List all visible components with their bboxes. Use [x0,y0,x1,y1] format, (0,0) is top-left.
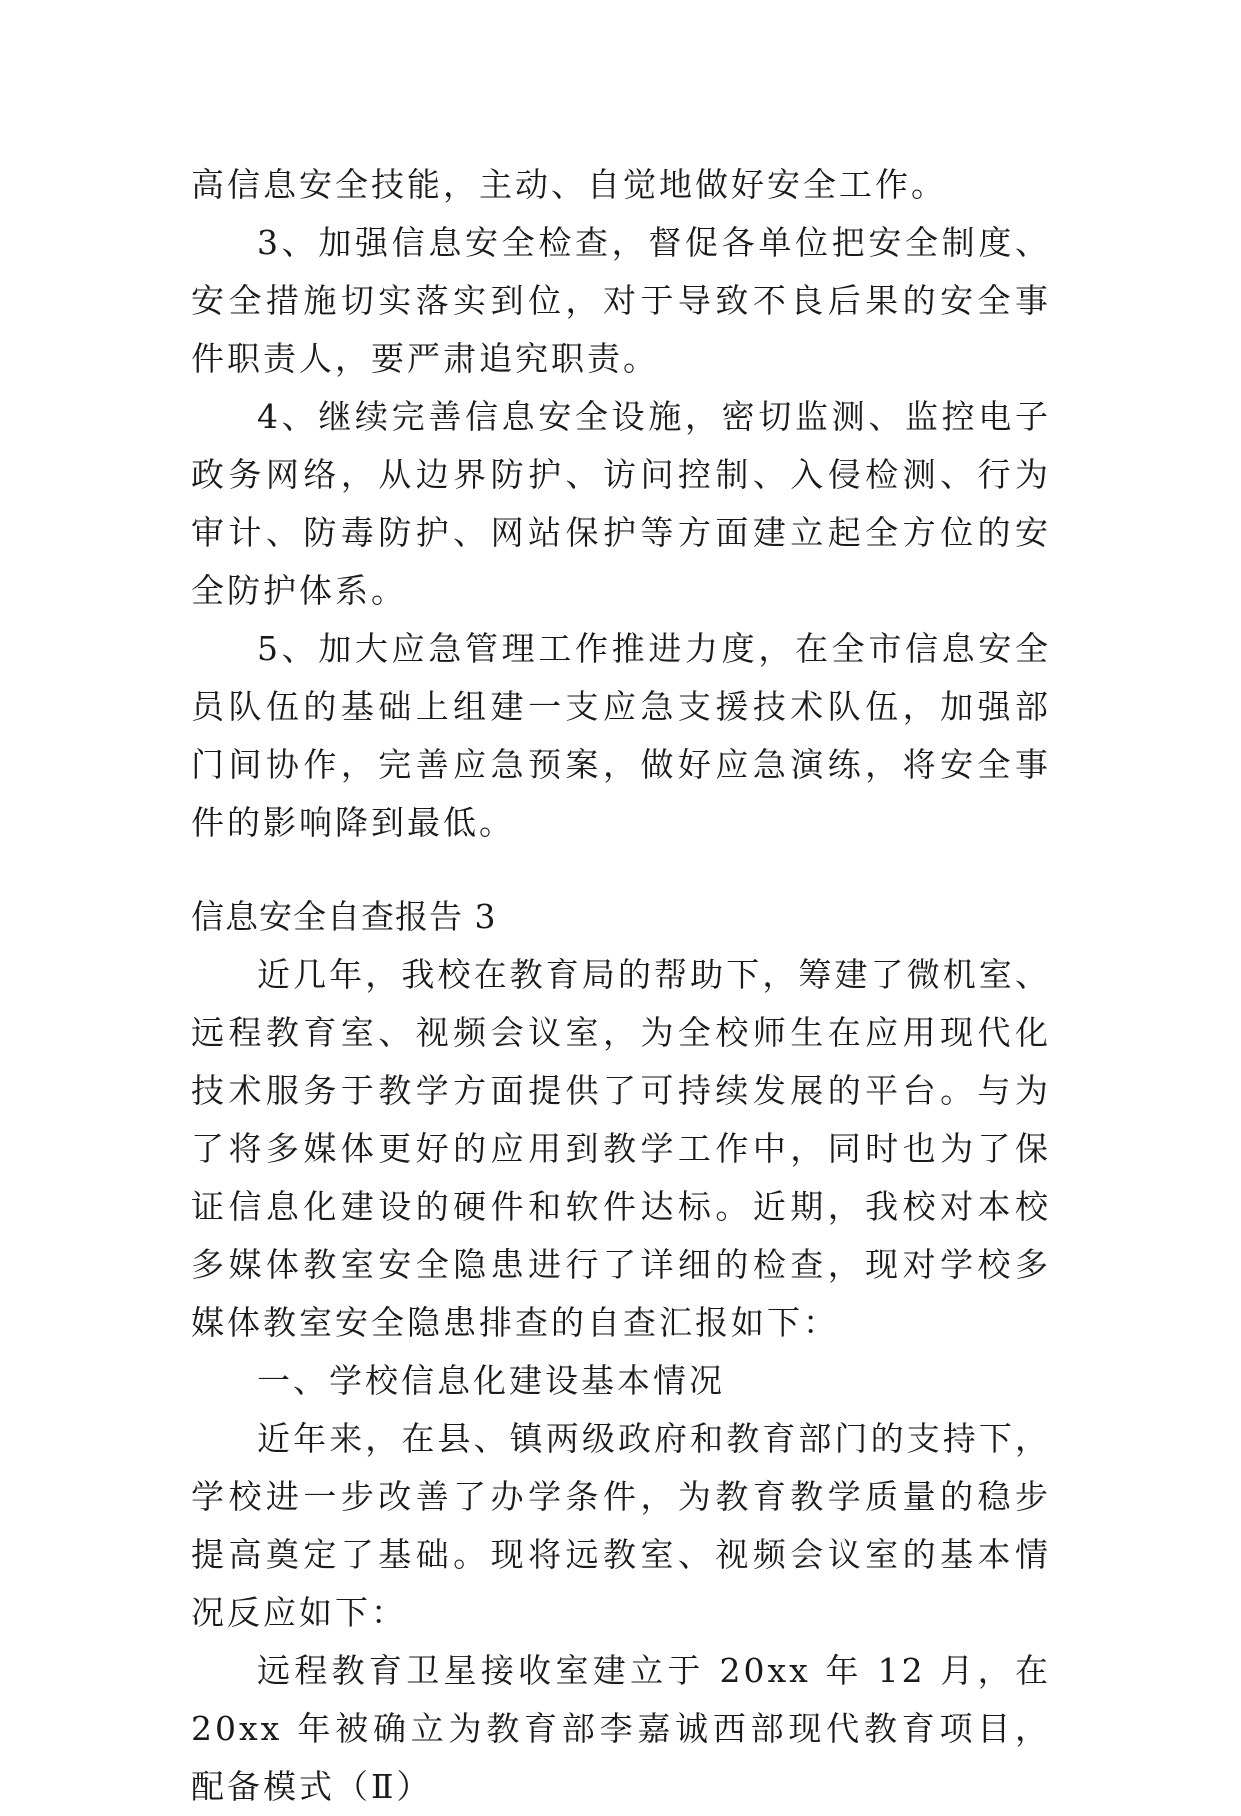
paragraph-intro: 近几年，我校在教育局的帮助下，筹建了微机室、远程教育室、视频会议室，为全校师生在应用现代化技术服务于教学方面提供了可持续发展的平台。与为了将多媒体更好的应用到教学工作中，同时也为了保证信息化建设的硬件和软件达标。近期，我校对本校多媒体教室安全隐患进行了详细的检查，现对学校多媒体教室安全隐患排查的自查汇报如下： [191,955,1051,1342]
paragraph-remote-education: 远程教育卫星接收室建立于 20xx 年 12 月，在 20xx 年被确立为教育部李嘉诚西部现代教育项目，配备模式（Ⅱ） [191,1651,1051,1806]
document-body [191,156,1051,1816]
section-heading: 信息安全自查报告 3 [191,897,497,936]
paragraph-item-5: 5、加大应急管理工作推进力度，在全市信息安全员队伍的基础上组建一支应急支援技术队伍，加强部门间协作，完善应急预案，做好应急演练，将安全事件的影响降到最低。 [191,629,1051,842]
paragraph-item-3: 3、加强信息安全检查，督促各单位把安全制度、安全措施切实落实到位，对于导致不良后果的安全事件职责人，要严肃追究职责。 [191,223,1051,378]
subheading-basic-situation: 一、学校信息化建设基本情况 [257,1361,725,1400]
paragraph-item-4: 4、继续完善信息安全设施，密切监测、监控电子政务网络，从边界防护、访问控制、入侵检测、行为审计、防毒防护、网站保护等方面建立起全方位的安全防护体系。 [191,397,1051,610]
paragraph-recent-years: 近年来，在县、镇两级政府和教育部门的支持下，学校进一步改善了办学条件，为教育教学质量的稳步提高奠定了基础。现将远教室、视频会议室的基本情况反应如下： [191,1419,1051,1632]
paragraph-continuation: 高信息安全技能，主动、自觉地做好安全工作。 [191,165,947,204]
